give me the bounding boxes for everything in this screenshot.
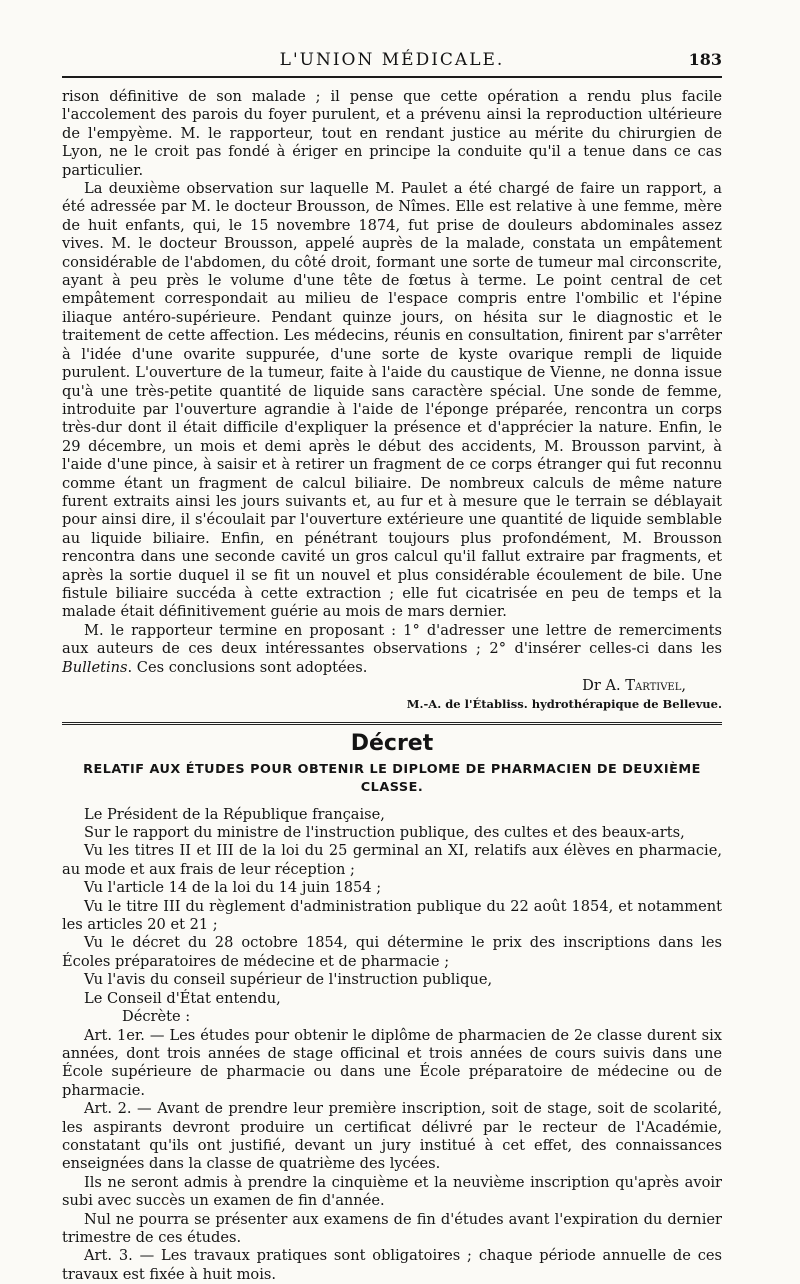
- signature-affiliation: M.-A. de l'Établiss. hydrothérapique de Bellevue.: [406, 697, 722, 712]
- preamble-line: Le Président de la République française,: [84, 805, 385, 823]
- paragraph-conclusion: [62, 622, 722, 677]
- signature-surname: Tartivel,: [625, 677, 686, 694]
- paragraph-second-observation: La deuxième observation sur laquelle M. Paulet a été chargé de faire un rapport, a été adressée par M. le docteur Brousson, de Nîmes. Elle est relative à une femme, mère de huit enfants, qui, le 15 novembre 1874, fut prise de douleurs abdominales assez vives. M. le docteur Brousson, appelé auprès de la malade, constata un empâtement considérable de l'abdomen, du côté droit, formant une sorte de tumeur mal circonscrite, ayant à peu près le volume d'une tête de fœtus à terme. Le point central de cet empâtement correspondait au milieu de l'espace compris entre l'ombilic et l'épine iliaque antéro-supérieure. Pendant quinze jours, on hésita sur le diagnostic et le traitement de cette affection. Les médecins, réunis en consultation, finirent par s'arrêter à l'idée d'une ovarite suppurée, d'une sorte de kyste ovarique rempli de liquide purulent. L'ouverture de la tumeur, faite à l'aide du caustique de Vienne, ne donna issue qu'à une très-petite quantité de liquide sans caractère spécial. Une sonde de femme, introduite par l'ouverture agrandie à l'aide de l'éponge préparée, rencontra un corps très-dur dont il était difficile d'expliquer la présence et d'apprécier la nature. Enfin, le 29 décembre, un mois et demi après le début des accidents, M. Brousson parvint, à l'aide d'une pince, à saisir et à retirer un fragment de ce corps étranger qui fut reconnu comme étant un fragment de calcul biliaire. De nombreux calculs de même nature furent extraits ainsi les jours suivants et, au fur et à mesure que le terrain se déblayait pour ainsi dire, il s'écoulait par l'ouverture extérieure une quantité de liquide semblable au liquide biliaire. Enfin, en pénétrant toujours plus profondément, M. Brousson rencontra dans une seconde cavité un gros calcul qu'il fallut extraire par fragments, et après la sortie duquel il se fit un nouvel et plus considérable écoulement de bile. Une fistule biliaire succéda à cette extraction ; elle fut cicatrisée en peu de temps et la malade était définitivement guérie au mois de mars dernier.: [62, 180, 722, 621]
- bulletins-italic: Bulletins: [62, 658, 128, 676]
- decree-title: Décret: [350, 730, 434, 756]
- decrete-label: Décrète :: [122, 1008, 191, 1026]
- conclusion-end: . Ces conclusions sont adoptées.: [127, 658, 368, 676]
- paragraph-continuation: rison définitive de son malade ; il pense que cette opération a rendu plus facile l'accolement des parois du foyer purulent, et a prévenu ainsi la reproduction ultérieure de l'empyème. M. le rapporteur, tout en rendant justice au mérite du chirurgien de Lyon, ne le croit pas fondé à ériger en principe la conduite qu'il a tenue dans ce cas particulier.: [62, 88, 722, 179]
- article-2-para: Nul ne pourra se présenter aux examens de fin d'études avant l'expiration du dernier trimestre de ces études.: [62, 1210, 722, 1246]
- article-1: Art. 1er. — Les études pour obtenir le diplôme de pharmacien de 2e classe durent six années, dont trois années de stage officinal et trois années de cours suivis dans une École supérieure de pharmacie ou dans une École préparatoire de médecine ou de pharmacie.: [62, 1026, 722, 1099]
- journal-title: L'UNION MÉDICALE.: [279, 50, 505, 70]
- preamble-line: Sur le rapport du ministre de l'instruction publique, des cultes et des beaux-arts,: [84, 824, 685, 842]
- article-body: [62, 88, 722, 1284]
- running-header: [62, 48, 722, 78]
- preamble-line: Vu le titre III du règlement d'administration publique du 22 août 1854, et notamment les articles 20 et 21 ;: [62, 897, 722, 934]
- article-2-para: Ils ne seront admis à prendre la cinquième et la neuvième inscription qu'après avoir subi avec succès un examen de fin d'année.: [62, 1173, 722, 1210]
- preamble-line: Vu l'article 14 de la loi du 14 juin 1854 ;: [84, 879, 382, 897]
- signature-prefix: Dr A.: [582, 677, 626, 694]
- conclusion-text: M. le rapporteur termine en proposant : 1° d'adresser une lettre de remerciments aux auteurs de ces deux intéressantes observations ; 2° d'insérer celles-ci dans les: [62, 621, 722, 658]
- preamble-line: Vu les titres II et III de la loi du 25 germinal an XI, relatifs aux élèves en pharmacie, au mode et aux frais de leur réception ;: [62, 842, 722, 878]
- preamble-line: Vu l'avis du conseil supérieur de l'instruction publique,: [84, 971, 493, 989]
- preamble-line: Vu le décret du 28 octobre 1854, qui détermine le prix des inscriptions dans les Écoles préparatoires de médecine et de pharmacie ;: [62, 934, 722, 970]
- section-divider: [62, 722, 722, 725]
- article-3: Art. 3. — Les travaux pratiques sont obligatoires ; chaque période annuelle de ces travaux est fixée à huit mois.: [62, 1247, 722, 1283]
- page-number: 183: [688, 50, 722, 69]
- article-2: Art. 2. — Avant de prendre leur première inscription, soit de stage, soit de scolarité, les aspirants devront produire un certificat délivré par le recteur de l'Académie, constatant qu'ils ont justifié, devant un jury institué à cet effet, des connaissances enseignées dans la classe de quatrième des lycées.: [62, 1100, 722, 1173]
- signature-name: [62, 677, 722, 695]
- decree-subtitle: RELATIF AUX ÉTUDES POUR OBTENIR LE DIPLOME DE PHARMACIEN DE DEUXIÈME CLASSE.: [83, 761, 701, 796]
- preamble-line: Le Conseil d'État entendu,: [84, 989, 281, 1007]
